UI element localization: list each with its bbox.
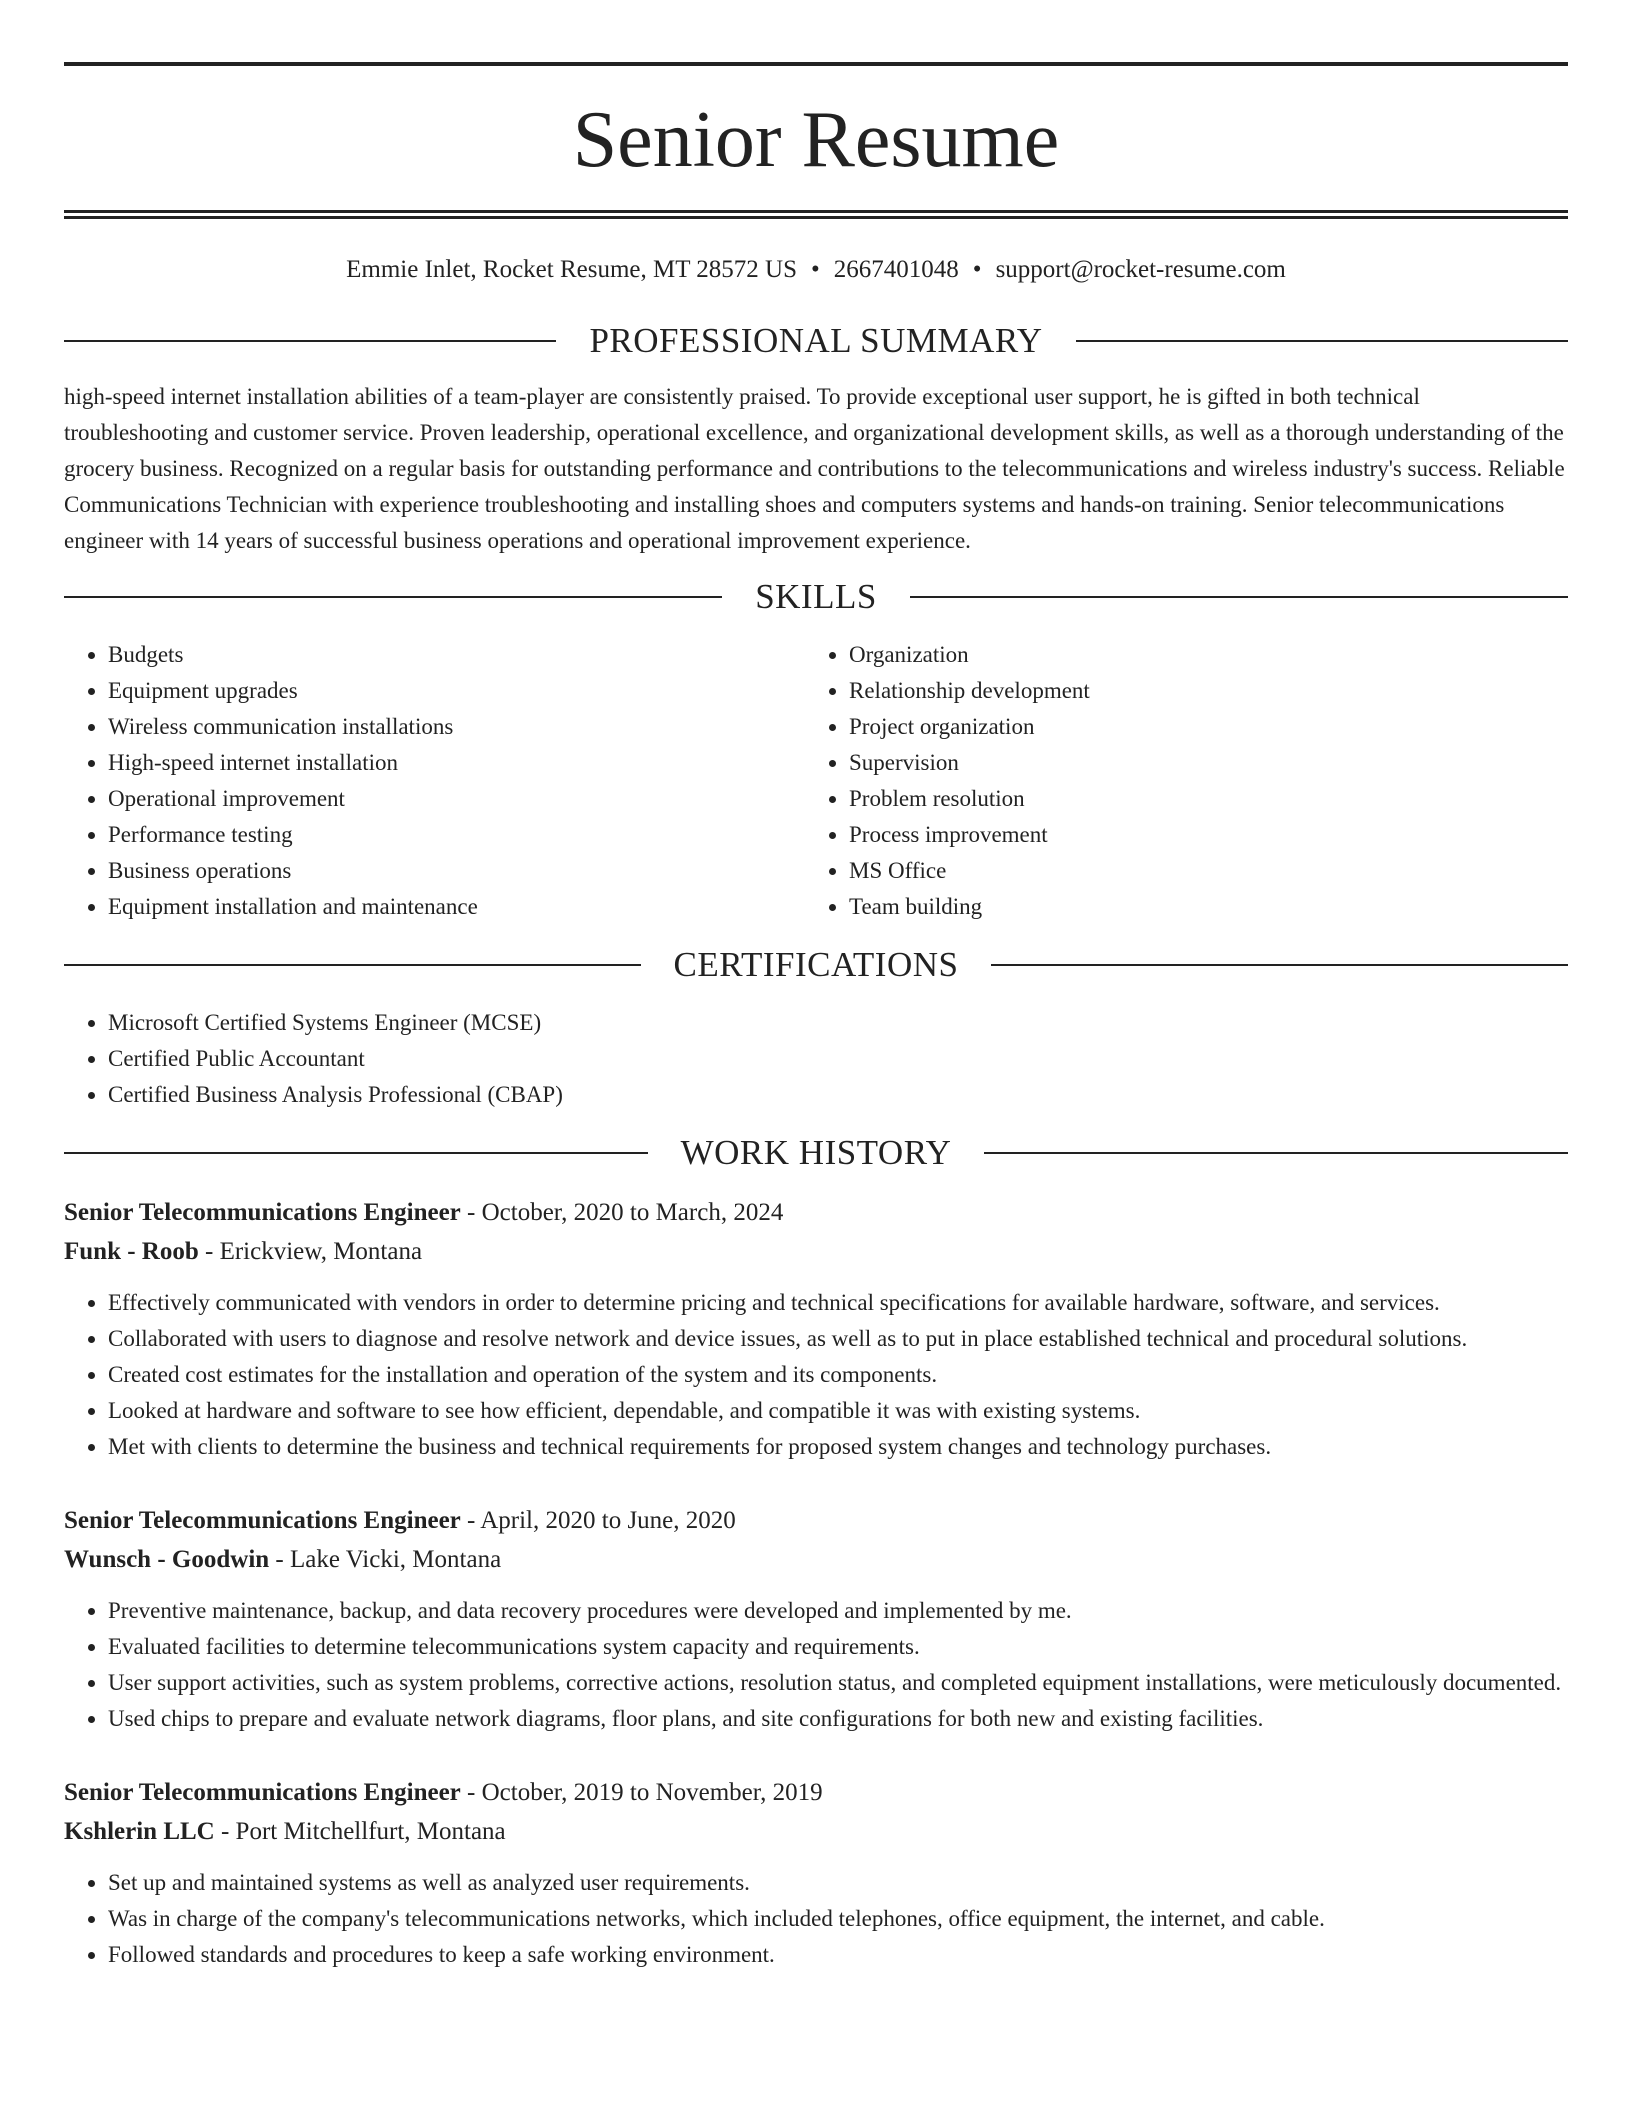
skills-columns: [64, 637, 1568, 925]
job-duty-item: • Looked at hardware and software to see how efficient, dependable, and compatible it was with existing systems.: [108, 1393, 1568, 1429]
job-location: - Port Mitchellfurt, Montana: [214, 1818, 506, 1845]
job-title: Senior Telecommunications Engineer: [64, 1199, 461, 1226]
contact-email: support@rocket-resume.com: [995, 256, 1286, 283]
skill-item: • Wireless communication installations: [108, 709, 827, 745]
heading-rule-right: [984, 1152, 1568, 1154]
contact-phone: 2667401048: [833, 256, 959, 283]
summary-heading: [64, 323, 1568, 359]
job-duty-item: • Used chips to prepare and evaluate network diagrams, floor plans, and site configurations for both new and existing facilities.: [108, 1701, 1568, 1737]
job-company: Wunsch - Goodwin: [64, 1546, 270, 1573]
skill-item: • Equipment upgrades: [108, 673, 827, 709]
skill-item: • Equipment installation and maintenance: [108, 889, 827, 925]
job-duty-item: • Evaluated facilities to determine telecommunications system capacity and requirements.: [108, 1629, 1568, 1665]
job-entry: [64, 1501, 1568, 1737]
job-title-line: [64, 1501, 1568, 1540]
summary-heading-label: PROFESSIONAL SUMMARY: [589, 321, 1043, 360]
job-duties-list: [64, 1865, 1568, 1973]
certification-item: • Certified Business Analysis Professional (CBAP): [108, 1077, 1568, 1113]
skill-item: • Organization: [849, 637, 1568, 673]
skill-item: • Project organization: [849, 709, 1568, 745]
job-duties-list: [64, 1285, 1568, 1465]
skill-item: • Problem resolution: [849, 781, 1568, 817]
job-title: Senior Telecommunications Engineer: [64, 1779, 461, 1806]
skills-list-left: [64, 637, 827, 925]
job-duty-item: • Was in charge of the company's telecommunications networks, which included telephones, office equipment, the internet, and cable.: [108, 1901, 1568, 1937]
contact-separator: •: [972, 256, 982, 283]
job-company: Kshlerin LLC: [64, 1818, 215, 1845]
job-dates: - April, 2020 to June, 2020: [460, 1507, 736, 1534]
skill-item: • Budgets: [108, 637, 827, 673]
skills-list-right: [827, 637, 1568, 925]
job-company-line: [64, 1812, 1568, 1851]
heading-rule-right: [991, 964, 1568, 966]
certifications-list: [64, 1005, 1568, 1113]
job-location: - Lake Vicki, Montana: [269, 1546, 502, 1573]
heading-rule-left: [64, 964, 641, 966]
job-title-line: [64, 1773, 1568, 1812]
job-duty-item: • Followed standards and procedures to keep a safe working environment.: [108, 1937, 1568, 1973]
skills-heading-label: SKILLS: [755, 577, 877, 616]
skill-item: • MS Office: [849, 853, 1568, 889]
work-history-heading: [64, 1135, 1568, 1171]
work-history-heading-label: WORK HISTORY: [680, 1133, 952, 1172]
heading-rule-right: [1076, 340, 1568, 342]
skill-item: • Operational improvement: [108, 781, 827, 817]
top-rule: [64, 62, 1568, 66]
certifications-heading: [64, 947, 1568, 983]
job-title: Senior Telecommunications Engineer: [64, 1507, 461, 1534]
job-company: Funk - Roob: [64, 1238, 199, 1265]
job-dates: - October, 2019 to November, 2019: [460, 1779, 823, 1806]
resume-title: Senior Resume: [572, 96, 1060, 184]
job-location: - Erickview, Montana: [198, 1238, 423, 1265]
job-duty-item: • Preventive maintenance, backup, and data recovery procedures were developed and implemented by me.: [108, 1593, 1568, 1629]
contact-separator: •: [811, 256, 820, 283]
title-double-rule: [64, 210, 1568, 219]
heading-rule-left: [64, 340, 556, 342]
skill-item: • Team building: [849, 889, 1568, 925]
resume-page: [64, 62, 1568, 1973]
skills-heading: [64, 579, 1568, 615]
certifications-heading-label: CERTIFICATIONS: [673, 945, 959, 984]
job-title-line: [64, 1193, 1568, 1232]
certification-item: • Certified Public Accountant: [108, 1041, 1568, 1077]
job-duty-item: • User support activities, such as system problems, corrective actions, resolution status, and completed equipment installations, were meticulously documented.: [108, 1665, 1568, 1701]
job-company-line: [64, 1540, 1568, 1579]
job-duty-item: • Set up and maintained systems as well as analyzed user requirements.: [108, 1865, 1568, 1901]
skill-item: • Supervision: [849, 745, 1568, 781]
job-duties-list: [64, 1593, 1568, 1737]
skill-item: • High-speed internet installation: [108, 745, 827, 781]
job-duty-item: • Met with clients to determine the business and technical requirements for proposed system changes and technology purchases.: [108, 1429, 1568, 1465]
summary-text: high-speed internet installation abilities of a team-player are consistently praised. To provide exceptional user support, he is gifted in both technical troubleshooting and customer service. Proven leadership, operational excellence, and organizational development skills, as well as a thorough understanding of the grocery business. Recognized on a regular basis for outstanding performance and contributions to the telecommunications and wireless industry's success. Reliable Communications Technician with experience troubleshooting and installing shoes and computers systems and hands-on training. Senior telecommunications engineer with 14 years of successful business operations and operational improvement experience.: [64, 384, 1565, 553]
job-entry: [64, 1773, 1568, 1973]
contact-address: Emmie Inlet, Rocket Resume, MT 28572 US: [346, 256, 798, 283]
skill-item: • Performance testing: [108, 817, 827, 853]
job-entry: [64, 1193, 1568, 1465]
work-history-list: [64, 1193, 1568, 1973]
job-company-line: [64, 1232, 1568, 1271]
contact-line: [64, 255, 1568, 285]
skill-item: • Business operations: [108, 853, 827, 889]
job-duty-item: • Created cost estimates for the installation and operation of the system and its components.: [108, 1357, 1568, 1393]
skill-item: • Process improvement: [849, 817, 1568, 853]
heading-rule-right: [910, 596, 1568, 598]
heading-rule-left: [64, 1152, 648, 1154]
heading-rule-left: [64, 596, 722, 598]
skill-item: • Relationship development: [849, 673, 1568, 709]
job-duty-item: • Collaborated with users to diagnose and resolve network and device issues, as well as to put in place established technical and procedural solutions.: [108, 1321, 1568, 1357]
job-duty-item: • Effectively communicated with vendors in order to determine pricing and technical specifications for available hardware, software, and services.: [108, 1285, 1568, 1321]
job-dates: - October, 2020 to March, 2024: [460, 1199, 784, 1226]
certification-item: • Microsoft Certified Systems Engineer (MCSE): [108, 1005, 1568, 1041]
